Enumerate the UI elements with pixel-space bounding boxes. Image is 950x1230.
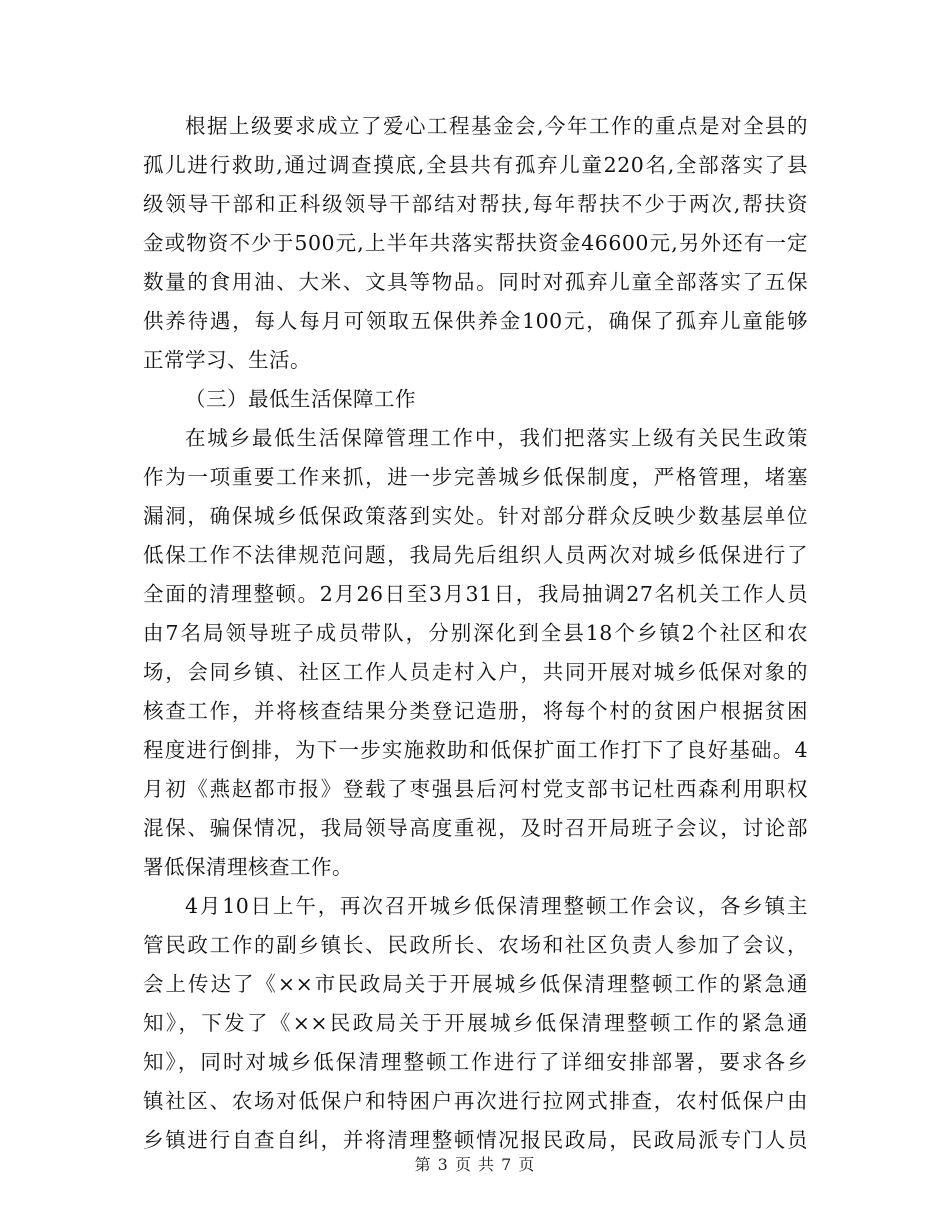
paragraph-line: 在城乡最低生活保障管理工作中，我们把落实上级有关民生政策 xyxy=(185,426,808,450)
paragraph-line: 供养待遇，每人每月可领取五保供养金100元，确保了孤弃儿童能够 xyxy=(143,309,808,333)
paragraph-line: 根据上级要求成立了爱心工程基金会,今年工作的重点是对全县的 xyxy=(185,114,808,138)
paragraph-line: 金或物资不少于500元,上半年共落实帮扶资金46600元,另外还有一定 xyxy=(143,231,808,255)
paragraph-line: 月初《燕赵都市报》登载了枣强县后河村党支部书记杜西森利用职权 xyxy=(143,777,808,801)
paragraph-line: 核查工作，并将核查结果分类登记造册，将每个村的贫困户根据贫困 xyxy=(143,699,808,723)
paragraph-line: 数量的食用油、大米、文具等物品。同时对孤弃儿童全部落实了五保 xyxy=(143,270,808,294)
paragraph-line: 镇社区、农场对低保户和特困户再次进行拉网式排查，农村低保户由 xyxy=(143,1089,808,1113)
paragraph-line: 漏洞，确保城乡低保政策落到实处。针对部分群众反映少数基层单位 xyxy=(143,504,808,528)
paragraph-line: 乡镇进行自查自纠，并将清理整顿情况报民政局，民政局派专门人员 xyxy=(143,1128,808,1152)
paragraph-line: 会上传达了《××市民政局关于开展城乡低保清理整顿工作的紧急通 xyxy=(143,972,808,996)
paragraph-line: 知》，下发了《××民政局关于开展城乡低保清理整顿工作的紧急通 xyxy=(143,1011,808,1035)
paragraph-line: 作为一项重要工作来抓，进一步完善城乡低保制度，严格管理，堵塞 xyxy=(143,465,808,489)
paragraph-line: 场，会同乡镇、社区工作人员走村入户，共同开展对城乡低保对象的 xyxy=(143,660,808,684)
paragraph-line: 孤儿进行救助,通过调查摸底,全县共有孤弃儿童220名,全部落实了县 xyxy=(143,153,808,177)
paragraph-line: 由7名局领导班子成员带队，分别深化到全县18个乡镇2个社区和农 xyxy=(143,621,808,645)
body-text xyxy=(143,107,808,1160)
paragraph-line: 署低保清理核查工作。 xyxy=(143,855,353,879)
paragraph-line: 知》，同时对城乡低保清理整顿工作进行了详细安排部署，要求各乡 xyxy=(143,1050,808,1074)
paragraph-line: 低保工作不法律规范问题，我局先后组织人员两次对城乡低保进行了 xyxy=(143,543,808,567)
section-heading: （三）最低生活保障工作 xyxy=(185,387,416,411)
paragraph-line: 4月10日上午，再次召开城乡低保清理整顿工作会议，各乡镇主 xyxy=(185,894,808,918)
paragraph-line: 混保、骗保情况，我局领导高度重视，及时召开局班子会议，讨论部 xyxy=(143,816,808,840)
paragraph-line: 全面的清理整顿。2月26日至3月31日，我局抽调27名机关工作人员 xyxy=(143,582,808,606)
paragraph-line: 管民政工作的副乡镇长、民政所长、农场和社区负责人参加了会议， xyxy=(143,933,808,957)
page-number-footer: 第 3 页 共 7 页 xyxy=(414,1155,536,1174)
paragraph-line: 程度进行倒排，为下一步实施救助和低保扩面工作打下了良好基础。4 xyxy=(143,738,808,762)
paragraph-line: 级领导干部和正科级领导干部结对帮扶,每年帮扶不少于两次,帮扶资 xyxy=(143,192,808,216)
paragraph-line: 正常学习、生活。 xyxy=(143,348,311,372)
